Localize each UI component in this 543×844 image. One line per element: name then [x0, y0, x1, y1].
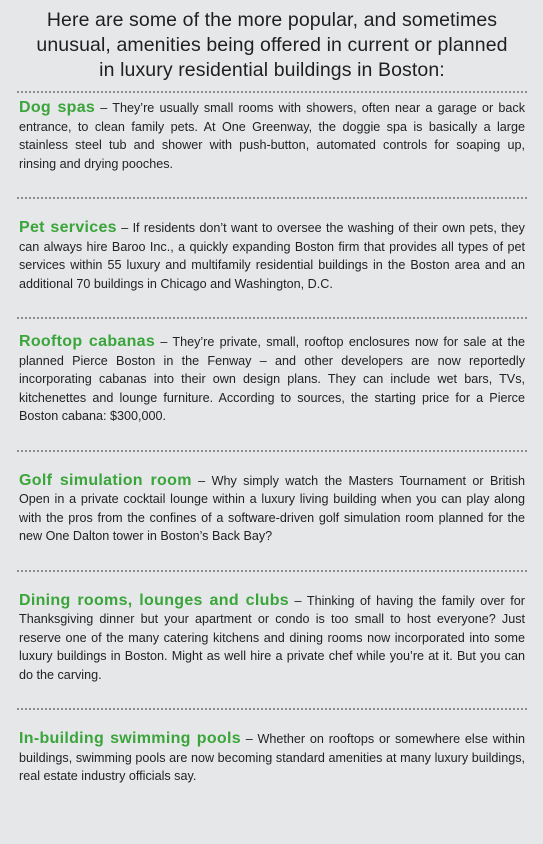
amenity-description: They’re private, small, rooftop enclosures now for sale at the planned Pierce Boston in the Fenway – and other developers are now reportedly incorporating cabanas into their own design plans. They can include wet bars, TVs, kitchenettes and lounge furniture. According to sources, the starting price for a Pierce Boston cabana: $300,000. — [19, 335, 525, 423]
amenity-item-golf-simulation-room — [19, 452, 525, 556]
amenity-heading: Pet services — [19, 219, 117, 236]
dash: – — [95, 101, 113, 115]
amenity-description: They’re usually small rooms with showers, often near a garage or back entrance, to clean family pets. At One Greenway, the doggie spa is basically a large stainless steel tub and shower with push-button, automated controls for soaping up, rinsing and drying pooches. — [19, 101, 525, 171]
amenity-heading: Golf simulation room — [19, 471, 192, 489]
amenity-heading: Dining rooms, lounges and clubs — [19, 591, 289, 609]
amenity-description: If residents don’t want to oversee the washing of their own pets, they can always hire Baroo Inc., a quickly expanding Boston firm that provides all types of pet services within 55 luxury and multifamily residential buildings in the Boston area and an additional 70 buildings in Chicago and Washington, D.C. — [19, 221, 525, 291]
amenity-item-pet-services — [19, 199, 525, 303]
amenity-heading: In-building swimming pools — [19, 730, 241, 747]
intro-text: Here are some of the more popular, and sometimes unusual, amenities being offered in current or planned in luxury residential buildings in Boston: — [36, 9, 508, 81]
dash: – — [116, 221, 133, 235]
amenity-item-dog-spas — [19, 93, 525, 183]
dash: – — [191, 473, 212, 488]
amenity-heading: Dog spas — [19, 99, 96, 116]
amenity-item-dining-rooms — [19, 572, 525, 695]
amenity-description: Why simply watch the Masters Tournament or British Open in a private cocktail lounge within a luxury living building when you can play along with the pros from the confines of a software-driven golf simulation room planned for the new One Dalton tower in Boston’s Back Bay? — [19, 473, 526, 543]
amenity-item-swimming-pools — [19, 710, 525, 796]
dash: – — [288, 593, 307, 608]
amenity-description: Whether on rooftops or somewhere else within buildings, swimming pools are now becoming standard amenities at many luxury buildings, real estate industry officials say. — [19, 732, 525, 783]
dash: – — [155, 335, 173, 349]
dash: – — [240, 732, 258, 746]
amenity-description: Thinking of having the family over for Thanksgiving dinner but your apartment or condo is too small to host everyone? Just reserve one of the many catering kitchens and dining rooms now incorporated into some luxury buildings in Boston. Might as well hire a private chef while you’re at it. But you can do the carving. — [19, 593, 525, 682]
amenity-heading: Rooftop cabanas — [19, 333, 156, 350]
amenity-item-rooftop-cabanas — [19, 319, 525, 436]
